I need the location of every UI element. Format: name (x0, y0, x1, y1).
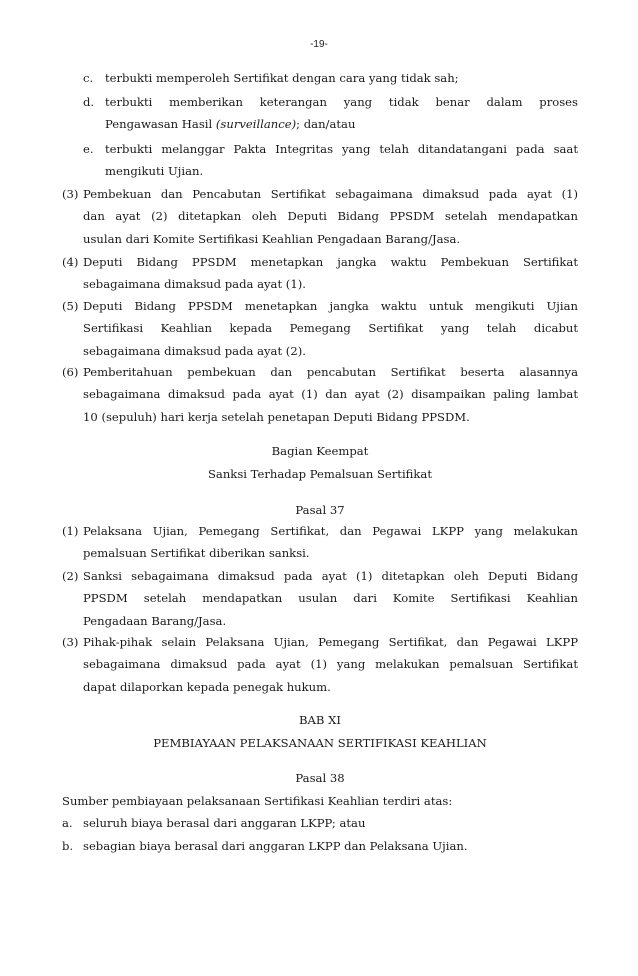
text-line: seluruh biaya berasal dari anggaran LKPP; atau (83, 816, 366, 830)
text-line: terbukti memberikan keterangan yang tidak benar dalam proses (105, 95, 578, 109)
part-title: Sanksi Terhadap Pemalsuan Sertifikat (207, 467, 433, 481)
article-37-paragraph-2 (62, 565, 578, 632)
text-line: PPSDM setelah mendapatkan usulan dari Komite Sertifikasi Keahlian (83, 591, 578, 606)
page-number: -19- (310, 39, 328, 50)
text-line: sebagaimana dimaksud pada ayat (1) dan ayat (2) disampaikan paling lambat (83, 387, 578, 402)
paragraph-4 (62, 251, 578, 296)
text-line: terbukti melanggar Pakta Integritas yang telah ditandatangani pada saat (105, 142, 578, 156)
list-marker: b. (62, 839, 74, 853)
text-segment: ; dan/atau (296, 117, 356, 132)
text-line: mengikuti Ujian. (105, 164, 204, 179)
paragraph-marker: (5) (62, 299, 79, 313)
text-line: Sumber pembiayaan pelaksanaan Sertifikasi Keahlian terdiri atas: (62, 794, 453, 808)
paragraph-marker: (3) (62, 187, 79, 201)
part-label: Bagian Keempat (271, 444, 369, 458)
article-38-title: Pasal 38 (295, 771, 345, 785)
paragraph-marker: (4) (62, 255, 79, 269)
list-marker: e. (83, 142, 94, 156)
text-line: pemalsuan Sertifikat diberikan sanksi. (83, 546, 310, 561)
text-line: sebagaimana dimaksud pada ayat (2). (83, 343, 306, 358)
text-line: usulan dari Komite Sertifikasi Keahlian Pengadaan Barang/Jasa. (83, 231, 461, 246)
paragraph-marker: (6) (62, 365, 79, 379)
text-line: Pembekuan dan Pencabutan Sertifikat sebagaimana dimaksud pada ayat (1) (83, 187, 578, 201)
text-line: dan ayat (2) ditetapkan oleh Deputi Bidang PPSDM setelah mendapatkan (83, 209, 578, 224)
text-line: sebagaimana dimaksud pada ayat (1) yang melakukan pemalsuan Sertifikat (83, 657, 578, 672)
paragraph-marker: (1) (62, 524, 79, 538)
list-marker: a. (62, 816, 73, 830)
text-line: sebagaimana dimaksud pada ayat (1). (83, 277, 306, 292)
article-37-paragraph-1 (62, 520, 578, 565)
chapter-label: BAB XI (299, 713, 341, 727)
italic-term: (surveillance) (215, 117, 297, 132)
text-line: dapat dilaporkan kepada penegak hukum. (83, 679, 331, 694)
paragraph-marker: (3) (62, 635, 79, 649)
article-38-item-a (62, 812, 578, 834)
article-37-paragraph-3 (62, 631, 578, 698)
text-line: Sertifikasi Keahlian kepada Pemegang Sertifikat yang telah dicabut (83, 321, 578, 336)
list-marker: c. (83, 71, 94, 85)
paragraph-6 (62, 361, 578, 428)
text-line: Pelaksana Ujian, Pemegang Sertifikat, dan Pegawai LKPP yang melakukan (83, 524, 578, 538)
text-segment: Pengawasan Hasil (105, 117, 216, 132)
paragraph-marker: (2) (62, 569, 79, 583)
article-38-item-b (62, 835, 578, 857)
text-line: Sanksi sebagaimana dimaksud pada ayat (1) ditetapkan oleh Deputi Bidang (83, 569, 578, 583)
paragraph-5 (62, 295, 578, 362)
text-line: 10 (sepuluh) hari kerja setelah penetapan Deputi Bidang PPSDM. (83, 409, 470, 424)
text-line: sebagian biaya berasal dari anggaran LKPP dan Pelaksana Ujian. (83, 839, 468, 853)
text-line: Pemberitahuan pembekuan dan pencabutan Sertifikat beserta alasannya (83, 365, 578, 379)
article-37-title: Pasal 37 (295, 503, 345, 517)
text-line: Deputi Bidang PPSDM menetapkan jangka waktu untuk mengikuti Ujian (83, 299, 578, 313)
paragraph-3 (62, 183, 578, 250)
list-item-c (83, 67, 578, 89)
text-line (105, 113, 578, 135)
list-item-e (83, 138, 578, 183)
text-line: terbukti memperoleh Sertifikat dengan cara yang tidak sah; (105, 71, 459, 85)
list-marker: d. (83, 95, 95, 109)
chapter-title: PEMBIAYAAN PELAKSANAAN SERTIFIKASI KEAHLIAN (153, 736, 487, 750)
article-38-intro (62, 790, 578, 812)
list-item-d (83, 91, 578, 136)
text-line: Pengadaan Barang/Jasa. (83, 613, 227, 628)
text-line: Pihak-pihak selain Pelaksana Ujian, Pemegang Sertifikat, dan Pegawai LKPP (83, 635, 578, 649)
text-line: Deputi Bidang PPSDM menetapkan jangka waktu Pembekuan Sertifikat (83, 255, 578, 269)
